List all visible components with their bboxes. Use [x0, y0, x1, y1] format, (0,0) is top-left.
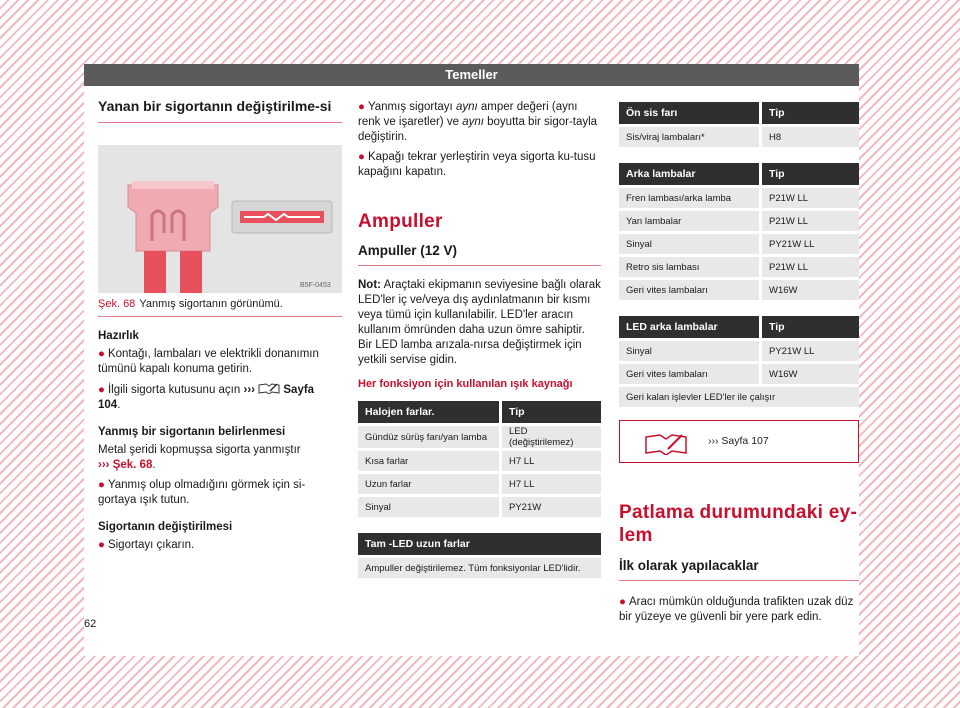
table-cell: Geri kalan işlevler LED'ler ile çalışır: [619, 387, 859, 407]
table-row: [358, 497, 601, 517]
figure-caption: [98, 293, 342, 317]
bullet-dot: ●: [98, 348, 105, 360]
table-cell: Retro sis lambası: [619, 257, 759, 277]
italic-text: aynı: [455, 101, 478, 113]
table-row: [619, 341, 859, 361]
ref-arrows: ›››: [98, 459, 110, 471]
table-row: [619, 188, 859, 208]
table-cell: Geri vites lambaları: [619, 280, 759, 300]
table-cell: Sinyal: [619, 341, 759, 361]
table-header: Tip: [759, 163, 859, 185]
halojen-table: [358, 398, 601, 520]
table-cell: PY21W: [499, 497, 601, 517]
text: amper değeri (aynı renk ve işaretler) ve: [358, 101, 578, 128]
table-header: Arka lambalar: [619, 163, 759, 185]
heading-belirlenmesi: Yanmış bir sigortanın belirlenmesi: [98, 426, 286, 438]
bullet-text: Aracı mümkün olduğunda trafikten uzak düz bir yüzeye ve güvenli bir yere park edin.: [619, 596, 854, 623]
bullet-degistir: [358, 100, 601, 145]
heading-ampuller: Ampuller: [358, 211, 443, 232]
table-cell: Kısa farlar: [358, 451, 499, 471]
table-row: [358, 474, 601, 494]
figure-link[interactable]: Şek. 68: [112, 459, 153, 471]
table-cell: LED (değiştirilemez): [499, 426, 601, 448]
table-cell: W16W: [759, 280, 859, 300]
table-header: Ön sis farı: [619, 102, 759, 124]
para-belirle: Metal şeridi kopmuşsa sigorta yanmıştır ››› Şek. 68.: [98, 444, 301, 471]
table-cell: H7 LL: [499, 474, 601, 494]
figure-code: B5F-0453: [300, 282, 331, 289]
page-number-ref[interactable]: 104: [98, 399, 118, 411]
note-text: Araçtaki ekipmanın seviyesine bağlı olarak LED'ler iç ve/veya dış aydınlatmanın bir kısmı veya tümü için kullanılabilir. LED'ler aracın kullanım ömründen daha uzun ömre sahiptir. Bir LED lamba arızala-nırsa değiştirmek için yetkili servise gidin.: [358, 279, 601, 366]
table-header: LED arka lambalar: [619, 316, 759, 338]
section-title: Yanan bir sigortanın değiştirilme-si: [98, 98, 342, 123]
bullet-dot: ●: [619, 596, 626, 608]
figure-ref: Şek. 68: [98, 298, 136, 310]
table-row: [619, 234, 859, 254]
heading-ampuller-12v: Ampuller (12 V): [358, 242, 601, 266]
column-2: [358, 86, 601, 581]
table-row: [619, 387, 859, 407]
table-cell: Uzun farlar: [358, 474, 499, 494]
bullet-dot: ●: [358, 151, 365, 163]
para-text: Metal şeridi kopmuşsa sigorta yanmıştır: [98, 444, 301, 456]
note-label: Not:: [358, 279, 381, 291]
bullet-dot: ●: [98, 384, 105, 396]
page: [84, 64, 859, 656]
rear-lights-table: [619, 160, 859, 303]
table-cell: Ampuller değiştirilemez. Tüm fonksiyonlar LED'lidir.: [358, 558, 601, 578]
table-row: [619, 364, 859, 384]
table-cell: PY21W LL: [759, 234, 859, 254]
bullet-park: [619, 595, 859, 625]
fuse-illustration: [98, 145, 342, 293]
table-cell: P21W LL: [759, 257, 859, 277]
bullet-text: Yanmış olup olmadığını görmek için si-gortaya ışık tutun.: [98, 479, 306, 506]
table-row: [619, 211, 859, 231]
column-3: [619, 86, 859, 625]
bullet-text: İlgili sigorta kutusunu açın: [107, 384, 241, 396]
table-cell: P21W LL: [759, 211, 859, 231]
table-cell: Geri vites lambaları: [619, 364, 759, 384]
page-word[interactable]: Sayfa: [283, 384, 315, 396]
table-cell: Fren lambası/arka lamba: [619, 188, 759, 208]
bullet-kapak: [358, 150, 601, 180]
table-cell: Sinyal: [358, 497, 499, 517]
table-cell: Sinyal: [619, 234, 759, 254]
ref-arrows: ›››: [708, 435, 719, 447]
bullet-dot: ●: [358, 101, 365, 113]
table-cell: PY21W LL: [759, 341, 859, 361]
table-header: Tip: [759, 102, 859, 124]
bullet-text: Kontağı, lambaları ve elektrikli donanımın tümünü kapalı konuma getirin.: [98, 348, 319, 375]
text: boyutta bir sigor-tayla değiştirin.: [358, 116, 598, 143]
table-cell: Gündüz sürüş farı/yan lamba: [358, 426, 499, 448]
book-wrench-icon: [258, 382, 280, 394]
bullet-kontak: [98, 347, 342, 377]
led-rear-table: [619, 313, 859, 410]
text: Yanmış sigortayı: [367, 101, 453, 113]
bullet-cikar: [98, 538, 342, 553]
table-cell: P21W LL: [759, 188, 859, 208]
bullet-isik: [98, 478, 342, 508]
table-header: Tip: [759, 316, 859, 338]
table-row: [619, 257, 859, 277]
table-cell: W16W: [759, 364, 859, 384]
bullet-text: Kapağı tekrar yerleştirin veya sigorta ku-tusu kapağını kapatın.: [358, 151, 596, 178]
table-header: Tam -LED uzun farlar: [358, 533, 601, 555]
column-1: [98, 86, 342, 553]
table-row: [358, 558, 601, 578]
reference-note-text[interactable]: [708, 435, 769, 447]
fuse-figure: [98, 145, 342, 293]
bullet-text: Sigortayı çıkarın.: [107, 539, 195, 551]
table-row: [358, 426, 601, 448]
table-cell: H7 LL: [499, 451, 601, 471]
table-header: Tip: [499, 401, 601, 423]
heading-patlama: Patlama durumundaki ey-lem: [619, 502, 858, 546]
page-link: Sayfa 107: [721, 435, 769, 447]
italic-text: aynı: [462, 116, 484, 128]
tam-led-table: [358, 530, 601, 581]
table-row: [619, 127, 859, 147]
reference-note-box: [619, 420, 859, 463]
page-number: 62: [84, 618, 97, 630]
heading-ilk-olarak: İlk olarak yapılacaklar: [619, 557, 859, 581]
heading-hazirlik: Hazırlık: [98, 330, 139, 342]
note-paragraph: [358, 278, 601, 368]
page-header: Temeller: [84, 64, 859, 86]
front-fog-table: [619, 99, 859, 150]
table-row: [358, 451, 601, 471]
bullet-dot: ●: [98, 479, 105, 491]
book-wrench-icon: [644, 431, 688, 455]
table-cell: H8: [759, 127, 859, 147]
ref-arrows: ›››: [243, 384, 255, 396]
table-cell: Yan lambalar: [619, 211, 759, 231]
table-label: Her fonksiyon için kullanılan ışık kaynağı: [358, 378, 573, 390]
table-cell: Sis/viraj lambaları*: [619, 127, 759, 147]
figure-caption-text: Yanmış sigortanın görünümü.: [139, 298, 283, 310]
bullet-sigorta-kutusu: ● İlgili sigorta kutusunu açın ››› Sayfa 104.: [98, 384, 315, 411]
bullet-dot: ●: [98, 539, 105, 551]
heading-degistirilmesi: Sigortanın değiştirilmesi: [98, 521, 233, 533]
table-row: [619, 280, 859, 300]
table-header: Halojen farlar.: [358, 401, 499, 423]
